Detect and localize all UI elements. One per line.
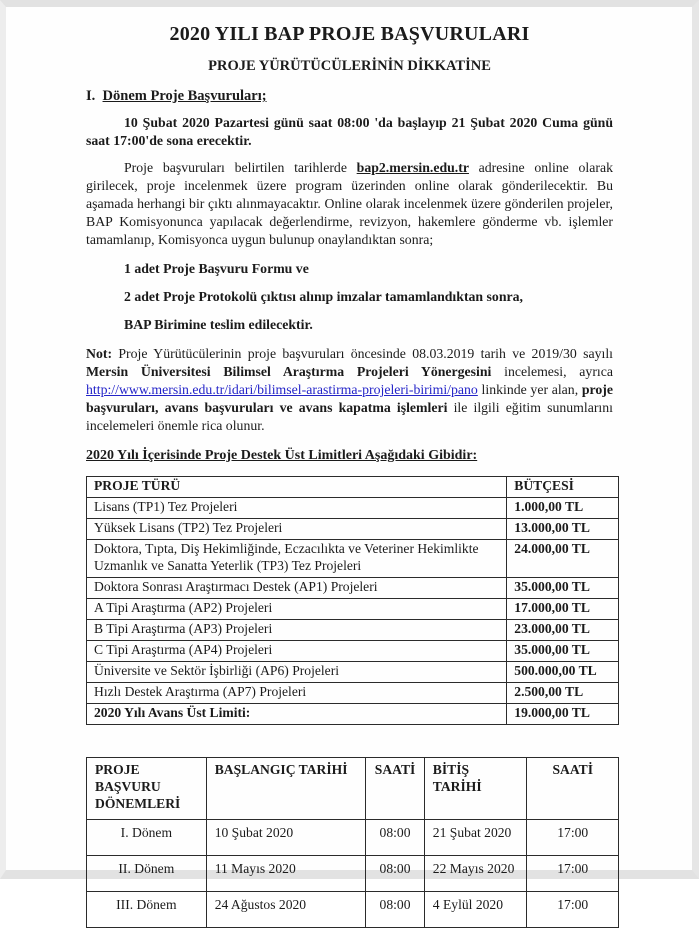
period-row <box>87 855 619 891</box>
limits-table-row <box>87 540 619 578</box>
periods-header-end-time: SAATİ <box>527 757 619 819</box>
periods-header-end-date: BİTİŞ TARİHİ <box>424 757 527 819</box>
period-name-cell: II. Dönem <box>87 855 207 891</box>
end-time-cell: 17:00 <box>527 855 619 891</box>
procedure-text-1: Proje başvuruları belirtilen tarihlerde <box>124 159 357 175</box>
limits-table-row <box>87 682 619 703</box>
periods-header-start-date: BAŞLANGIÇ TARİHİ <box>206 757 366 819</box>
limits-header-budget: BÜTÇESİ <box>507 477 619 498</box>
periods-header-period: PROJE BAŞVURU DÖNEMLERİ <box>87 757 207 819</box>
start-date-cell: 24 Ağustos 2020 <box>206 891 366 927</box>
required-documents-list <box>86 261 613 333</box>
section-heading-label: Dönem Proje Başvuruları; <box>102 88 267 104</box>
limits-table-row <box>87 598 619 619</box>
project-type-cell: Lisans (TP1) Tez Projeleri <box>87 498 507 519</box>
limits-table-row <box>87 640 619 661</box>
limits-table-row <box>87 498 619 519</box>
online-procedure-paragraph <box>86 159 613 249</box>
required-document-item: 2 adet Proje Protokolü çıktısı alınıp imzalar tamamlandıktan sonra, <box>124 289 523 305</box>
end-date-cell: 21 Şubat 2020 <box>424 819 527 855</box>
start-date-cell: 11 Mayıs 2020 <box>206 855 366 891</box>
note-text-1: Proje Yürütücülerinin proje başvuruları öncesinde 08.03.2019 tarih ve 2019/30 sayılı <box>112 346 613 362</box>
note-text-4: ile ilgili eğitim sunumlarını incelemeleri önemle rica olunur. <box>86 400 613 434</box>
budget-cell: 13.000,00 TL <box>507 519 619 540</box>
bap2-link[interactable]: bap2.mersin.edu.tr <box>356 159 469 175</box>
periods-header-start-time: SAATİ <box>366 757 425 819</box>
end-time-cell: 17:00 <box>527 819 619 855</box>
limits-header-type: PROJE TÜRÜ <box>87 477 507 498</box>
period-name-cell: I. Dönem <box>87 819 207 855</box>
project-type-cell: Hızlı Destek Araştırma (AP7) Projeleri <box>87 682 507 703</box>
limits-heading: 2020 Yılı İçerisinde Proje Destek Üst Limitleri Aşağıdaki Gibidir: <box>86 448 478 464</box>
note-paragraph <box>86 345 613 435</box>
project-type-cell: C Tipi Araştırma (AP4) Projeleri <box>87 640 507 661</box>
document-subtitle: PROJE YÜRÜTÜCÜLERİNİN DİKKATİNE <box>208 58 491 74</box>
note-label: Not: <box>86 346 113 362</box>
period-row <box>87 891 619 927</box>
application-dates-paragraph: 10 Şubat 2020 Pazartesi günü saat 08:00 'da başlayıp 21 Şubat 2020 Cuma günü saat 17:00'de sona erecektir. <box>86 115 613 148</box>
end-date-cell: 4 Eylül 2020 <box>424 891 527 927</box>
budget-cell: 1.000,00 TL <box>507 498 619 519</box>
limits-table-row <box>87 661 619 682</box>
limits-table-total-row <box>87 703 619 724</box>
start-time-cell: 08:00 <box>366 891 425 927</box>
project-type-cell: B Tipi Araştırma (AP3) Projeleri <box>87 619 507 640</box>
period-name-cell: III. Dönem <box>87 891 207 927</box>
end-date-cell: 22 Mayıs 2020 <box>424 855 527 891</box>
limits-table <box>86 476 619 725</box>
document-content <box>6 7 692 928</box>
limits-table-row <box>87 519 619 540</box>
budget-cell: 17.000,00 TL <box>507 598 619 619</box>
start-time-cell: 08:00 <box>366 819 425 855</box>
required-document-item: 1 adet Proje Başvuru Formu ve <box>124 261 309 277</box>
budget-cell: 35.000,00 TL <box>507 577 619 598</box>
required-document-item: BAP Birimine teslim edilecektir. <box>124 317 313 333</box>
budget-cell: 500.000,00 TL <box>507 661 619 682</box>
project-type-cell: 2020 Yılı Avans Üst Limiti: <box>87 703 507 724</box>
procedure-text-2: adresine online olarak girilecek, proje incelenmek üzere program üzerinden online olarak gönderilecektir. Bu aşamada herhangi bir çıktı alınmayacaktır. Online olarak incelenmek üzere gönderilen projeler, BAP Komisyonunca yapılacak değerlendirme, revizyon, hakemlere gönderme vb. işlemler tamamlanıp, Komisyonca uygun bulunup onaylandıktan sonra; <box>86 159 613 247</box>
project-type-cell: Yüksek Lisans (TP2) Tez Projeleri <box>87 519 507 540</box>
project-type-cell: Doktora Sonrası Araştırmacı Destek (AP1) Projeleri <box>87 577 507 598</box>
note-training-bold: proje başvuruları, avans başvuruları ve avans kapatma işlemleri <box>86 382 613 416</box>
project-type-cell: Doktora, Tıpta, Diş Hekimliğinde, Eczacılıkta ve Veteriner Hekimlikte Uzmanlık ve Sanatta Yeterlik (TP3) Tez Projeleri <box>87 540 507 578</box>
period-row <box>87 819 619 855</box>
budget-cell: 19.000,00 TL <box>507 703 619 724</box>
periods-table <box>86 757 619 928</box>
note-directive-bold: Mersin Üniversitesi Bilimsel Araştırma Projeleri Yönergesini <box>86 364 492 380</box>
start-time-cell: 08:00 <box>366 855 425 891</box>
budget-cell: 23.000,00 TL <box>507 619 619 640</box>
project-type-cell: A Tipi Araştırma (AP2) Projeleri <box>87 598 507 619</box>
budget-cell: 24.000,00 TL <box>507 540 619 578</box>
end-time-cell: 17:00 <box>527 891 619 927</box>
section-heading-number: I. <box>86 88 96 104</box>
project-type-cell: Üniversite ve Sektör İşbirliği (AP6) Projeleri <box>87 661 507 682</box>
limits-table-header-row <box>87 477 619 498</box>
periods-table-header-row <box>87 757 619 819</box>
section-heading-donem <box>86 88 613 105</box>
document-title: 2020 YILI BAP PROJE BAŞVURULARI <box>169 23 530 45</box>
note-text-3: linkinde yer alan, <box>477 382 582 398</box>
limits-table-row <box>87 577 619 598</box>
limits-table-row <box>87 619 619 640</box>
note-text-2: incelemesi, ayrıca <box>491 364 613 380</box>
start-date-cell: 10 Şubat 2020 <box>206 819 366 855</box>
budget-cell: 35.000,00 TL <box>507 640 619 661</box>
budget-cell: 2.500,00 TL <box>507 682 619 703</box>
pano-link[interactable]: http://www.mersin.edu.tr/idari/bilimsel-arastirma-projeleri-birimi/pano <box>86 382 478 398</box>
